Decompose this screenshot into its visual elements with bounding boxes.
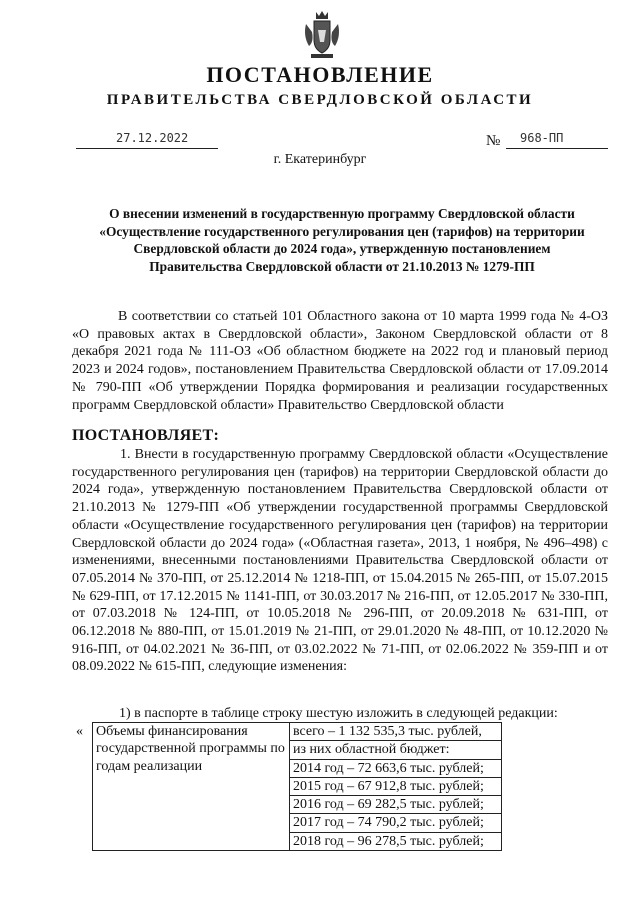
item-1-paragraph: 1. Внести в государственную программу Свердловской области «Осуществление государственного регулирования цен (тарифов) на территории Свердловской области до 2024 года», утвержденную постановлением Правительства Свердловской области от 21.10.2013 № 1279-ПП «Об утверждении государственной программы Свердловской области «Осуществление государственного регулирования цен (тарифов) на территории Свердловской области до 2024 года» («Областная газета», 2013, 1 ноября, № 496–498) с изменениями, внесенными постановлениями Правительства Свердловской области от 07.05.2014 № 370-ПП, от 25.12.2014 № 1218-ПП, от 15.04.2015 № 265-ПП, от 15.07.2015 № 629-ПП, от 17.12.2015 № 1141-ПП, от 30.03.2017 № 216-ПП, от 12.05.2017 № 330-ПП, от 07.03.2018 № 124-ПП, от 10.05.2018 № 296-ПП, от 20.09.2018 № 631-ПП, от 06.12.2018 № 880-ПП, от 15.01.2019 № 21-ПП, от 29.01.2020 № 48-ПП, от 10.12.2020 № 916-ПП, от 04.02.2021 № 36-ПП, от 03.02.2022 № 71-ПП, от 02.06.2022 № 359-ПП и от 08.09.2022 № 615-ПП, следующие изменения: [72, 447, 608, 675]
document-heading [72, 205, 612, 275]
coat-of-arms-icon [302, 8, 342, 62]
number-sign: № [486, 133, 501, 149]
table-cell-value: всего – 1 132 535,3 тыс. рублей, [290, 723, 502, 741]
document-number: 968-ПП [520, 131, 564, 145]
passport-table [92, 722, 502, 851]
table-cell-value: 2018 год – 96 278,5 тыс. рублей; [290, 832, 502, 850]
heading-line: Правительства Свердловской области от 21.10.2013 № 1279-ПП [149, 258, 535, 274]
document-date: 27.12.2022 [116, 131, 189, 145]
table-row [93, 723, 502, 741]
table-cell-value: 2016 год – 69 282,5 тыс. рублей; [290, 796, 502, 814]
table-cell-value: 2017 год – 74 790,2 тыс. рублей; [290, 814, 502, 832]
table-cell-value: 2015 год – 67 912,8 тыс. рублей; [290, 777, 502, 795]
document-title: ПОСТАНОВЛЕНИЕ [206, 62, 434, 87]
heading-line: О внесении изменений в государственную программу Свердловской области [109, 206, 575, 221]
decree-word: ПОСТАНОВЛЯЕТ: [72, 427, 220, 444]
table-cell-label: Объемы финансирования государственной программы по годам реализации [93, 723, 290, 851]
open-quote: « [76, 724, 83, 739]
number-underline [506, 148, 608, 149]
subitem-1-paragraph: 1) в паспорте в таблице строку шестую изложить в следующей редакции: [119, 706, 558, 721]
issuer-name: ПРАВИТЕЛЬСТВА СВЕРДЛОВСКОЙ ОБЛАСТИ [106, 92, 534, 108]
date-underline [76, 148, 218, 149]
preamble-paragraph: В соответствии со статьей 101 Областного закона от 10 марта 1999 года № 4-ОЗ «О правовых актах в Свердловской области», Законом Свердловской области от 8 декабря 2021 года № 111-ОЗ «Об областном бюджете на 2022 год и плановый период 2023 и 2024 годов», постановлением Правительства Свердловской области от 17.09.2014 № 790-ПП «Об утверждении Порядка формирования и реализации государственных программ Свердловской области» Правительство Свердловской области [72, 309, 608, 413]
table-cell-value: 2014 год – 72 663,6 тыс. рублей; [290, 759, 502, 777]
heading-line: «Осуществление государственного регулирования цен (тарифов) на территории [99, 223, 585, 239]
table-cell-value: из них областной бюджет: [290, 741, 502, 759]
heading-line: Свердловской области до 2024 года», утвержденную постановлением [133, 241, 551, 256]
city: г. Екатеринбург [273, 152, 367, 167]
